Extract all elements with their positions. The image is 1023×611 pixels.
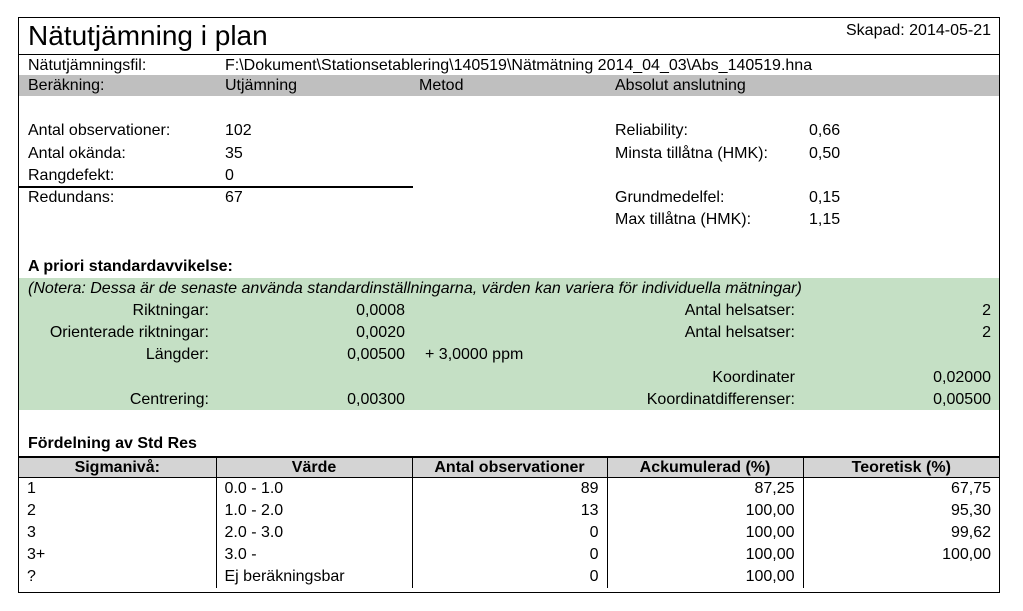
- reliability-label: Reliability:: [615, 122, 688, 139]
- oriented-value: 0,0020: [356, 324, 405, 341]
- distribution-header-row: [19, 457, 999, 478]
- value-cell: 0.0 - 1.0: [216, 478, 412, 501]
- col-theoretical: Teoretisk (%): [803, 457, 999, 478]
- col-value: Värde: [216, 457, 412, 478]
- file-path: F:\Dokument\Stationsetablering\140519\Nätmätning 2014_04_03\Abs_140519.hna: [225, 57, 813, 74]
- max-allowed-value: 1,15: [809, 211, 841, 228]
- accumulated-cell: 100,00: [607, 544, 803, 566]
- coords-label: Koordinater: [712, 369, 795, 386]
- directions-label: Riktningar:: [132, 302, 209, 319]
- oriented-label: Orienterade riktningar:: [49, 324, 209, 341]
- coorddiff-value: 0,00500: [933, 391, 991, 408]
- min-allowed-value: 0,50: [809, 145, 841, 162]
- centering-label: Centrering:: [129, 391, 209, 408]
- sets1-label: Antal helsatser:: [684, 302, 795, 319]
- rank-label: Rangdefekt:: [28, 167, 115, 184]
- redundancy-divider: [19, 186, 413, 188]
- theoretical-cell: 99,62: [803, 522, 999, 544]
- lengths-label: Längder:: [145, 346, 209, 363]
- created-date: Skapad: 2014-05-21: [846, 22, 991, 39]
- accumulated-cell: 100,00: [607, 500, 803, 522]
- value-cell: 3.0 -: [216, 544, 412, 566]
- value-cell: Ej beräkningsbar: [216, 566, 412, 588]
- obs-count-cell: 89: [412, 478, 607, 501]
- unknown-label: Antal okända:: [28, 145, 126, 162]
- col-accumulated: Ackumulerad (%): [607, 457, 803, 478]
- calc-label: Beräkning:: [28, 77, 105, 94]
- theoretical-cell: 100,00: [803, 544, 999, 566]
- sigma-cell: 1: [19, 478, 216, 501]
- sigma-cell: 3+: [19, 544, 216, 566]
- obs-count-cell: 0: [412, 522, 607, 544]
- apriori-note: (Notera: Dessa är de senaste använda standardinställningarna, värden kan variera för individuella mätningar): [28, 280, 802, 297]
- method-value: Absolut anslutning: [615, 77, 746, 94]
- distribution-table: [19, 456, 999, 588]
- coords-value: 0,02000: [933, 369, 991, 386]
- col-sigma: Sigmanivå:: [19, 457, 216, 478]
- lengths-value: 0,00500: [347, 346, 405, 363]
- obs-count-cell: 0: [412, 544, 607, 566]
- obs-value: 102: [225, 122, 252, 139]
- theoretical-cell: [803, 566, 999, 588]
- col-obs-count: Antal observationer: [412, 457, 607, 478]
- table-row: [19, 478, 999, 501]
- report-title: Nätutjämning i plan: [28, 20, 268, 51]
- calc-row: [19, 75, 999, 96]
- apriori-heading: A priori standardavvikelse:: [28, 258, 233, 275]
- accumulated-cell: 100,00: [607, 566, 803, 588]
- table-row: [19, 566, 999, 588]
- file-label: Nätutjämningsfil:: [28, 57, 147, 74]
- theoretical-cell: 95,30: [803, 500, 999, 522]
- accumulated-cell: 87,25: [607, 478, 803, 501]
- calc-value: Utjämning: [225, 77, 298, 94]
- sets1-value: 2: [982, 302, 991, 319]
- min-allowed-label: Minsta tillåtna (HMK):: [615, 145, 768, 162]
- obs-count-cell: 0: [412, 566, 607, 588]
- redundancy-value: 67: [225, 189, 243, 206]
- value-cell: 1.0 - 2.0: [216, 500, 412, 522]
- table-row: [19, 500, 999, 522]
- report-frame: [18, 17, 1000, 593]
- max-allowed-label: Max tillåtna (HMK):: [615, 211, 752, 228]
- table-row: [19, 522, 999, 544]
- obs-label: Antal observationer:: [28, 122, 171, 139]
- distribution-heading: Fördelning av Std Res: [28, 435, 197, 452]
- directions-value: 0,0008: [356, 302, 405, 319]
- centering-value: 0,00300: [347, 391, 405, 408]
- sigma-cell: 2: [19, 500, 216, 522]
- table-row: [19, 544, 999, 566]
- redundancy-label: Redundans:: [28, 189, 115, 206]
- accumulated-cell: 100,00: [607, 522, 803, 544]
- reliability-value: 0,66: [809, 122, 841, 139]
- sigma-cell: 3: [19, 522, 216, 544]
- obs-count-cell: 13: [412, 500, 607, 522]
- sets2-value: 2: [982, 324, 991, 341]
- base-error-value: 0,15: [809, 189, 841, 206]
- sigma-cell: ?: [19, 566, 216, 588]
- rank-value: 0: [225, 167, 234, 184]
- theoretical-cell: 67,75: [803, 478, 999, 501]
- value-cell: 2.0 - 3.0: [216, 522, 412, 544]
- lengths-ppm: + 3,0000 ppm: [425, 346, 524, 363]
- method-label: Metod: [419, 77, 464, 94]
- title-divider: [19, 54, 999, 55]
- sets2-label: Antal helsatser:: [684, 324, 795, 341]
- coorddiff-label: Koordinatdifferenser:: [646, 391, 795, 408]
- unknown-value: 35: [225, 145, 243, 162]
- base-error-label: Grundmedelfel:: [615, 189, 725, 206]
